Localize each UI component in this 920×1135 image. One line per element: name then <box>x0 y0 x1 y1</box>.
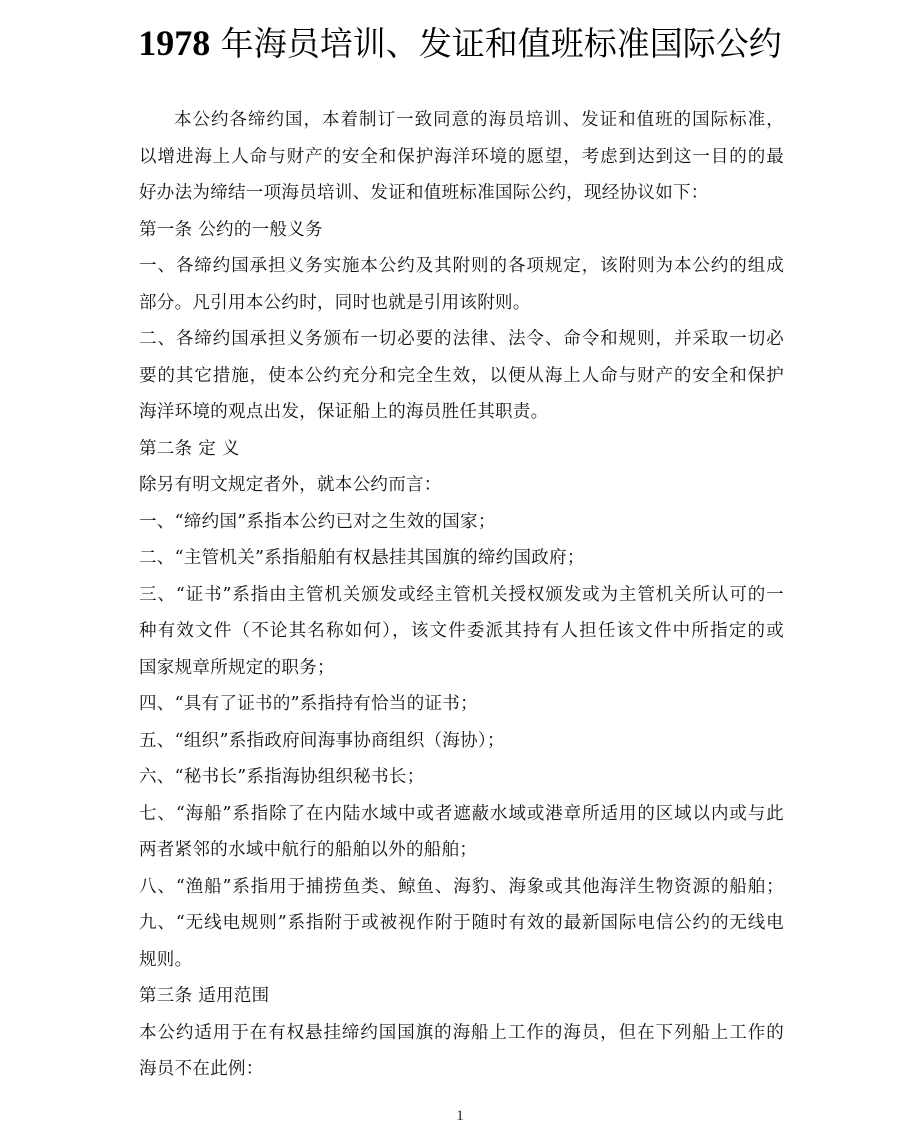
text-line: 九、“无线电规则”系指附于或被视作附于随时有效的最新国际电信公约的无线电 <box>139 913 784 933</box>
text-line: 第一条 公约的一般义务 <box>139 219 323 240</box>
text-line: 除另有明文规定者外，就本公约而言： <box>139 475 442 495</box>
text-line: 种有效文件（不论其名称如何），该文件委派其持有人担任该文件中所指定的或 <box>139 621 784 641</box>
text-line: 四、“具有了证书的”系指持有恰当的证书； <box>139 694 478 714</box>
text-line: 两者紧邻的水域中航行的船舶以外的船舶； <box>139 840 478 860</box>
text-line: 第三条 适用范围 <box>139 986 270 1006</box>
text-line: 二、各缔约国承担义务颁布一切必要的法律、法令、命令和规则，并采取一切必 <box>139 329 784 349</box>
text-line: 本公约各缔约国，本着制订一致同意的海员培训、发证和值班的国际标准， <box>174 110 784 130</box>
text-line: 一、“缔约国”系指本公约已对之生效的国家； <box>139 511 496 532</box>
text-line: 以增进海上人命与财产的安全和保护海洋环境的愿望，考虑到达到这一目的的最 <box>139 146 784 167</box>
text-line: 第二条 定 义 <box>139 438 240 459</box>
text-line: 八、“渔船”系指用于捕捞鱼类、鲸鱼、海豹、海象或其他海洋生物资源的船舶； <box>139 876 784 897</box>
text-line: 本公约适用于在有权悬挂缔约国国旗的海船上工作的海员，但在下列船上工作的 <box>139 1022 784 1043</box>
text-line: 一、各缔约国承担义务实施本公约及其附则的各项规定，该附则为本公约的组成 <box>139 256 784 276</box>
text-line: 好办法为缔结一项海员培训、发证和值班标准国际公约，现经协议如下： <box>139 183 709 203</box>
title-year: 1978 <box>138 23 211 63</box>
text-line: 海洋环境的观点出发，保证船上的海员胜任其职责。 <box>139 402 549 422</box>
text-line: 七、“海船”系指除了在内陆水域中或者遮蔽水域或港章所适用的区域以内或与此 <box>139 803 784 824</box>
text-line: 国家规章所规定的职务； <box>139 657 335 678</box>
text-line: 二、“主管机关”系指船舶有权悬挂其国旗的缔约国政府； <box>139 548 585 568</box>
text-line: 五、“组织”系指政府间海事协商组织（海协）； <box>139 730 505 751</box>
text-line: 海员不在此例： <box>139 1059 264 1079</box>
title-text: 年海员培训、发证和值班标准国际公约 <box>210 24 782 63</box>
text-line: 规则。 <box>139 949 193 970</box>
document-title <box>0 18 920 69</box>
page-number: 1 <box>456 1108 464 1124</box>
text-line: 六、“秘书长”系指海协组织秘书长； <box>139 767 425 787</box>
text-line: 要的其它措施，使本公约充分和完全生效，以便从海上人命与财产的安全和保护 <box>139 365 784 386</box>
text-line: 部分。凡引用本公约时，同时也就是引用该附则。 <box>139 292 531 313</box>
document-body <box>139 102 784 1088</box>
text-line: 三、“证书”系指由主管机关颁发或经主管机关授权颁发或为主管机关所认可的一 <box>139 584 784 605</box>
